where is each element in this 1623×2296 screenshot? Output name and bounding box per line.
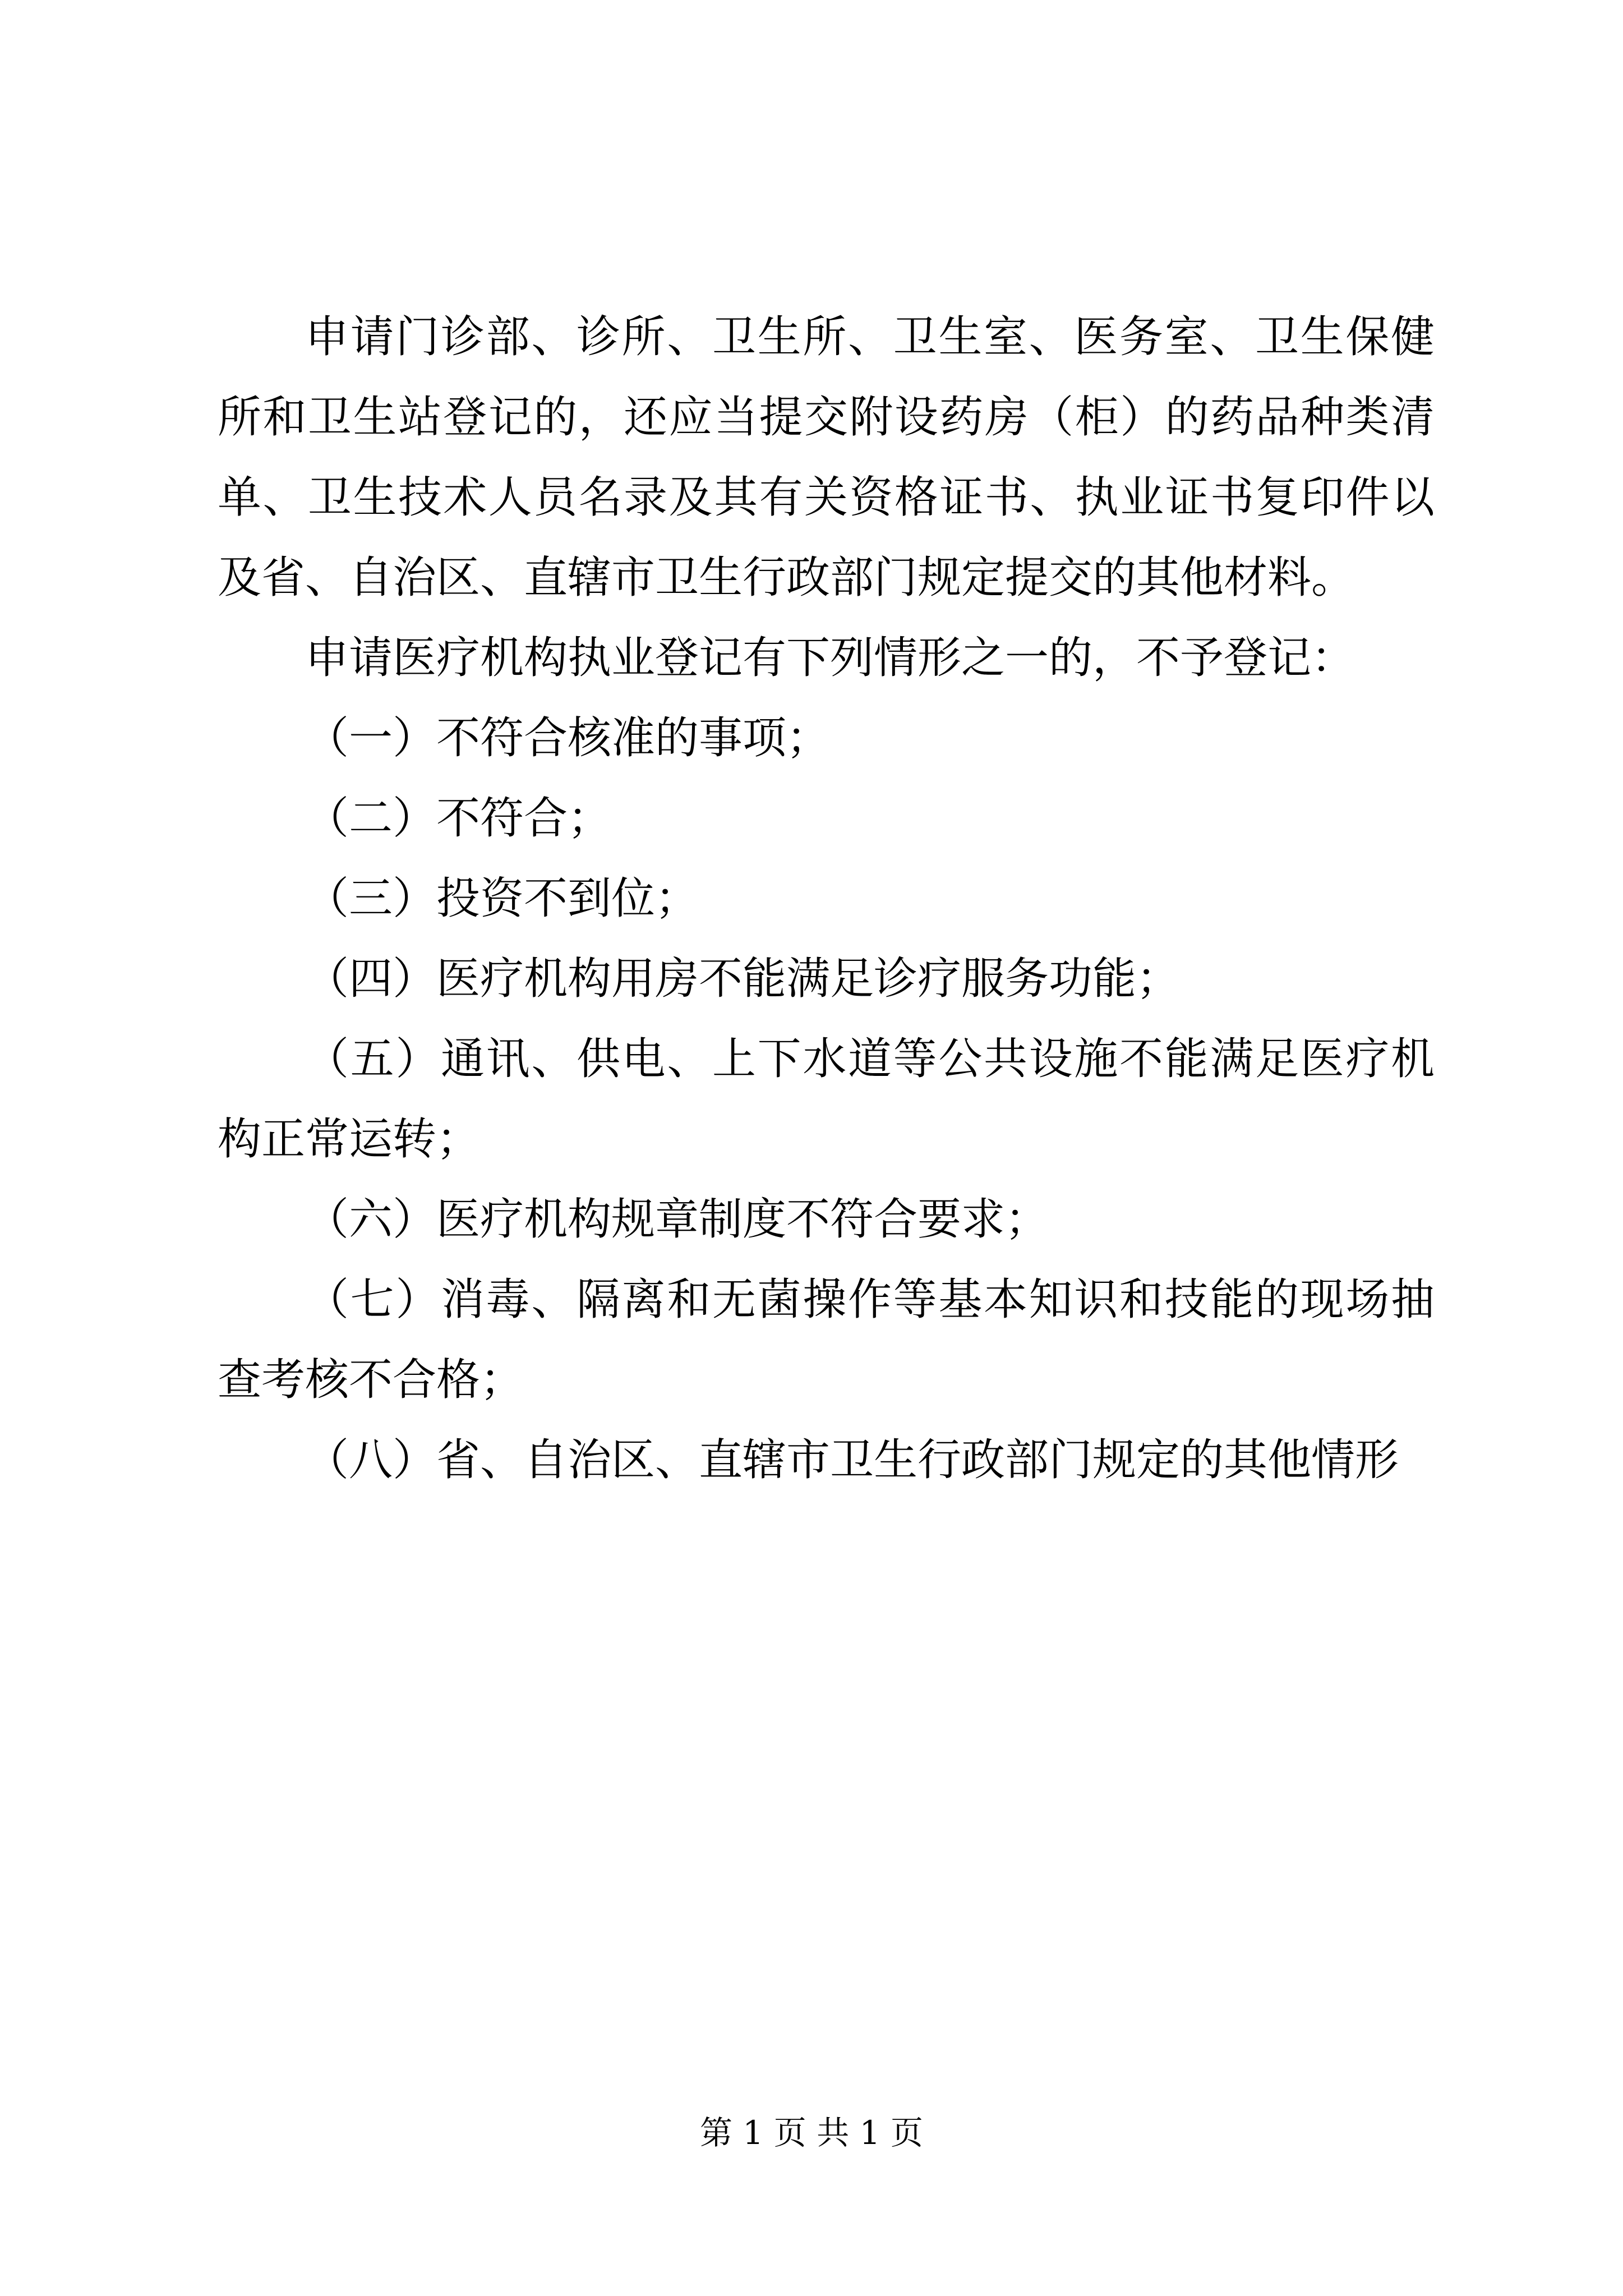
document-body (218, 297, 1435, 1501)
paragraph-refusal-intro: 申请医疗机构执业登记有下列情形之一的，不予登记： (305, 633, 1355, 683)
list-item-7: （七）消毒、隔离和无菌操作等基本知识和技能的现场抽查考核不合格； (218, 1274, 1435, 1405)
list-item-2: （二）不符合； (305, 793, 612, 844)
paragraph-materials: 申请门诊部、诊所、卫生所、卫生室、医务室、卫生保健所和卫生站登记的，还应当提交附设药房（柜）的药品种类清单、卫生技术人员名录及其有关资格证书、执业证书复印件以及省、自治区、直辖市卫生行政部门规定提交的其他材料。 (218, 312, 1435, 603)
list-item-4: （四）医疗机构用房不能满足诊疗服务功能； (305, 954, 1181, 1004)
list-item-5: （五）通讯、供电、上下水道等公共设施不能满足医疗机构正常运转； (218, 1034, 1435, 1165)
list-item-1: （一）不符合核准的事项； (305, 713, 831, 763)
list-item-6: （六）医疗机构规章制度不符合要求； (305, 1194, 1049, 1245)
list-item-3: （三）投资不到位； (305, 873, 699, 924)
list-item-8: （八）省、自治区、直辖市卫生行政部门规定的其他情形 (305, 1435, 1399, 1485)
page-footer: 第 1 页 共 1 页 (700, 2114, 923, 2152)
